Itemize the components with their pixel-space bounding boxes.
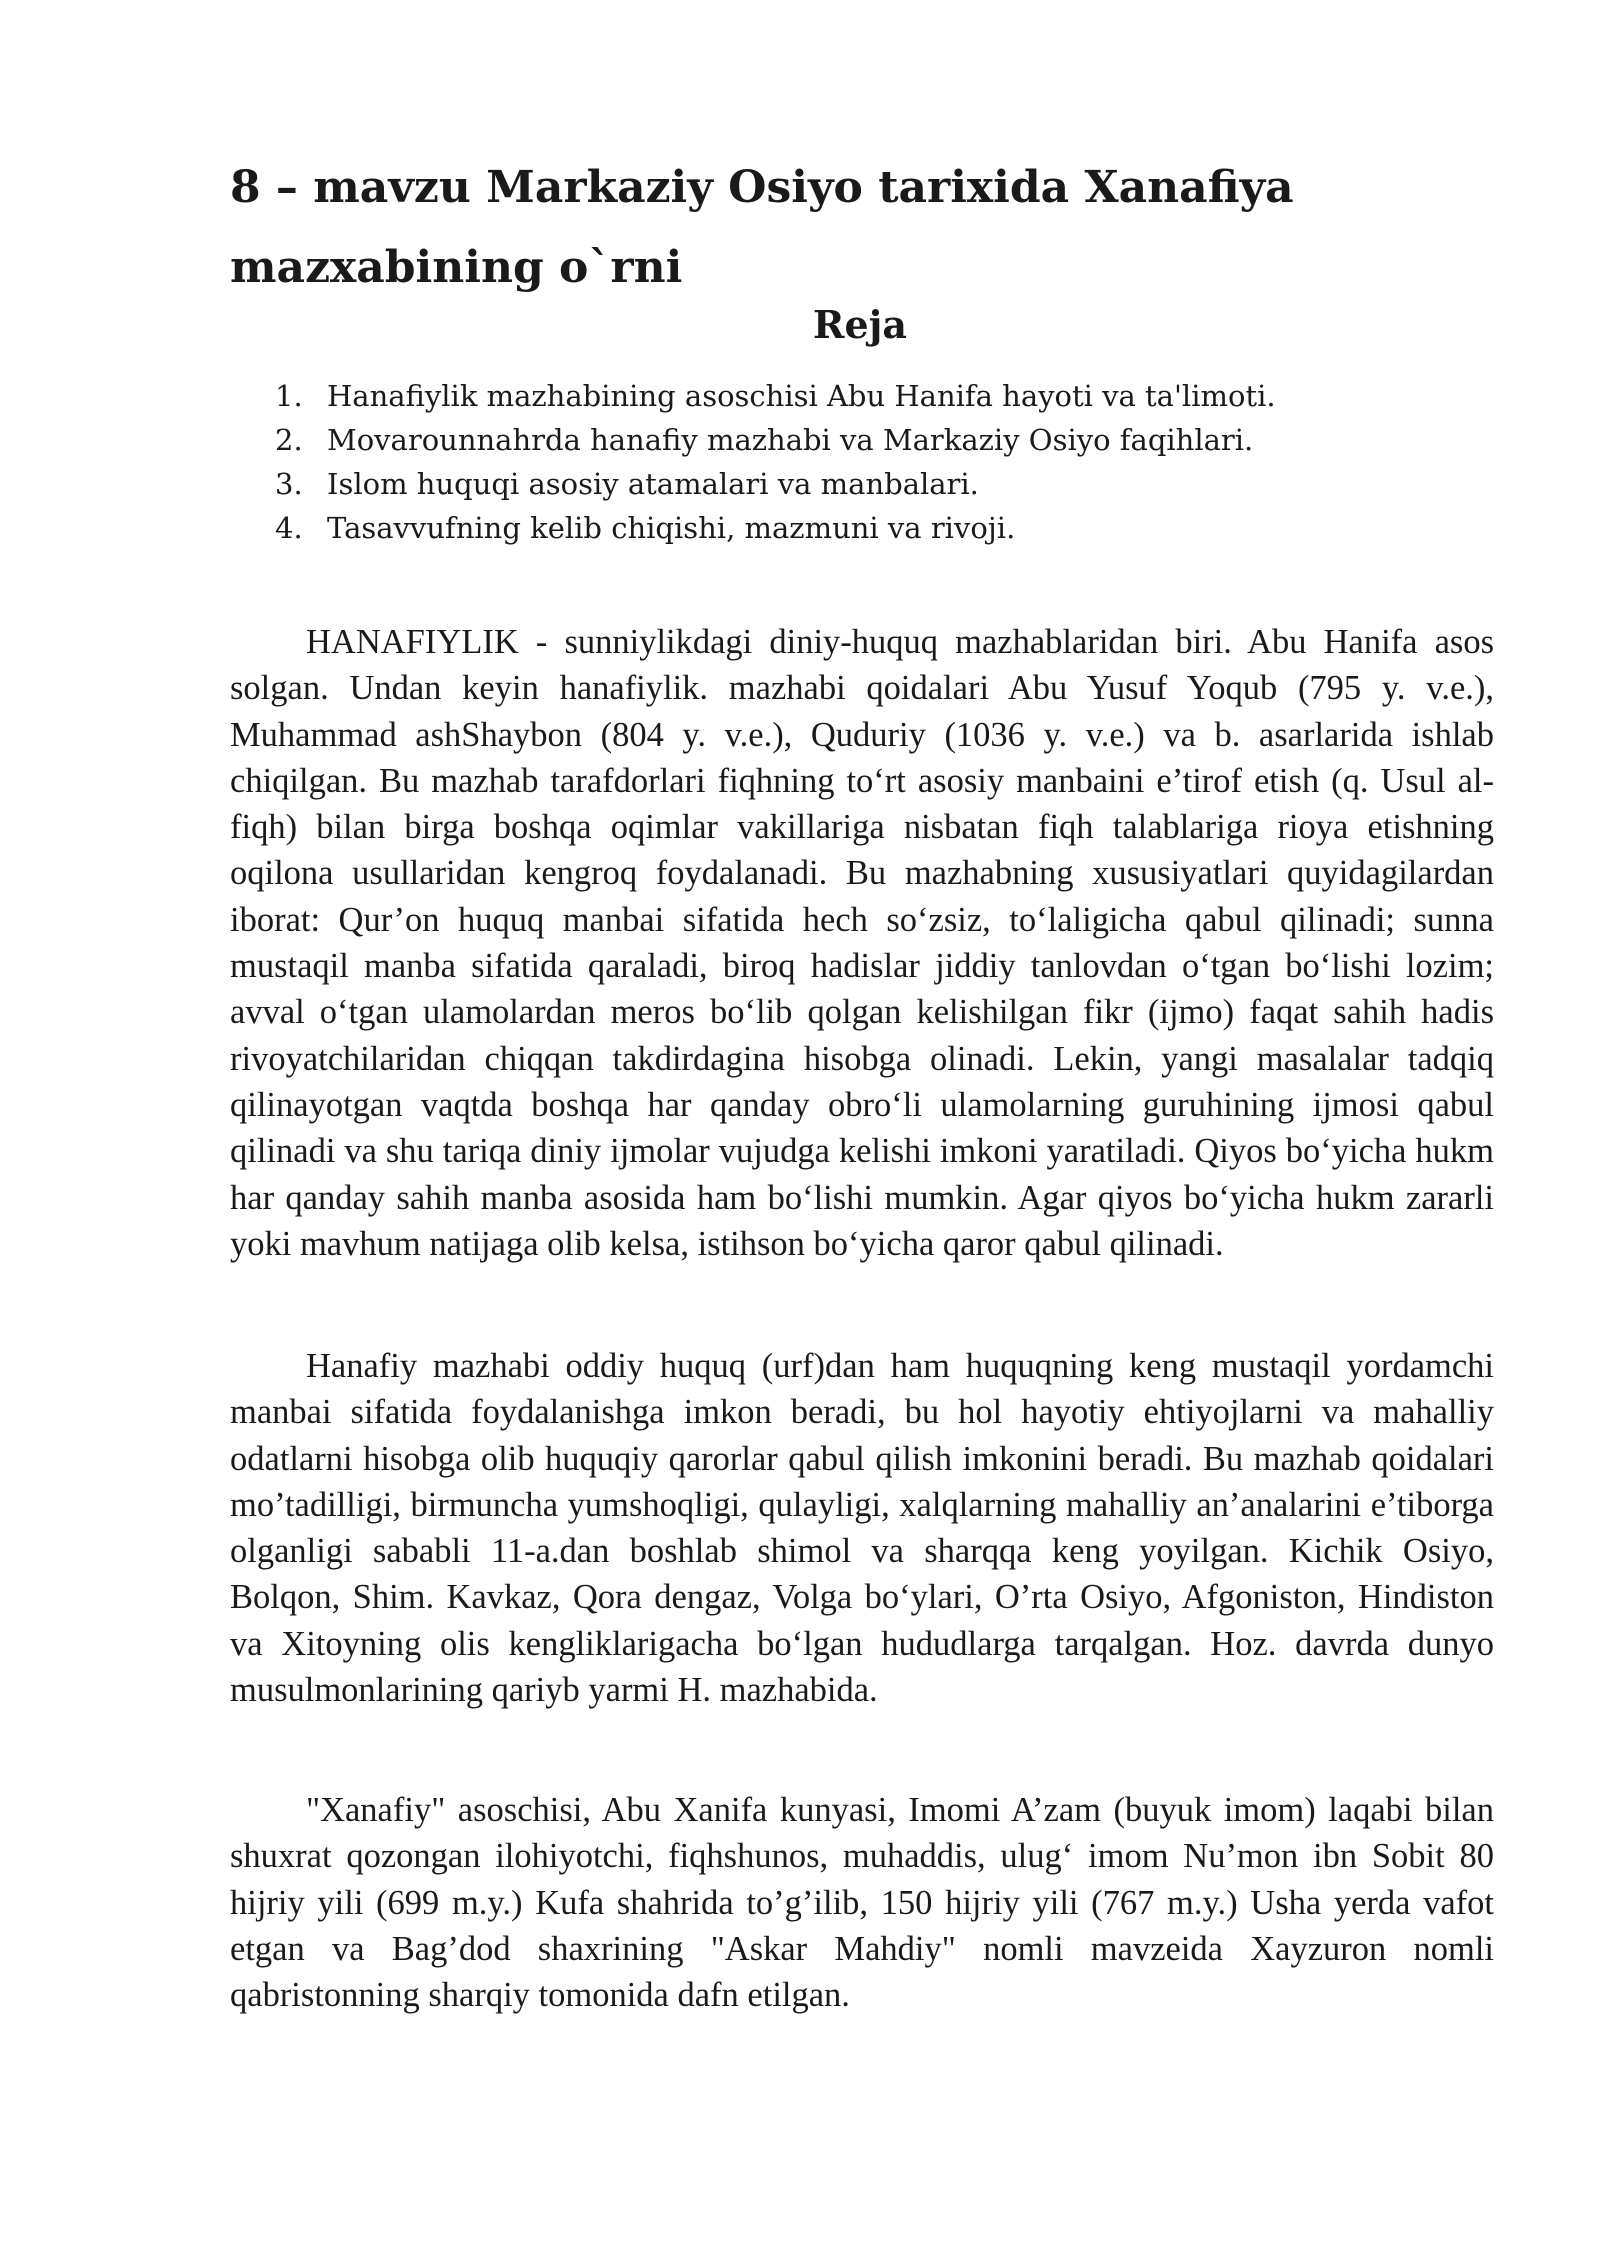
page-title: 8 – mavzu Markaziy Osiyo tarixida Xanafiya mazxabining o`rni <box>230 162 1294 293</box>
plan-item <box>275 418 1475 462</box>
body-paragraph-spread: Hanafiy mazhabi oddiy huquq (urf)dan ham huquqning keng mustaqil yordamchi manbai sifatida foydalanishga imkon beradi, bu hol hayotiy ehtiyojlarni va mahalliy odatlarni hisobga olib huquqiy qarorlar qabul qilish imkonini beradi. Bu mazhab qoidalari mo’tadilligi, birmuncha yumshoqligi, qulayligi, xalqlarning mahalliy an’analarini e’tiborga olganligi sababli 11-a.dan boshlab shimol va sharqqa keng yoyilgan. Kichik Osiyo, Bolqon, Shim. Kavkaz, Qora dengaz, Volga bo‘ylari, O’rta Osiyo, Afgoniston, Hindiston va Xitoyning olis kengliklarigacha bo‘lgan hududlarga tarqalgan. Hoz. davrda dunyo musulmonlarining qariyb yarmi H. mazhabida. <box>230 1347 1494 1710</box>
plan-item-text: Hanafiylik mazhabining asoschisi Abu Hanifa hayoti va ta'limoti. <box>327 379 1276 413</box>
plan-heading: Reja <box>812 302 908 347</box>
plan-item <box>275 462 1475 506</box>
plan-item-number: 1. <box>275 379 303 413</box>
plan-item-text: Movarounnahrda hanafiy mazhabi va Markaziy Osiyo faqihlari. <box>327 423 1254 457</box>
plan-item-text: Islom huquqi asosiy atamalari va manbalari. <box>327 467 979 501</box>
plan-item <box>275 506 1475 550</box>
plan-list <box>275 374 1475 550</box>
plan-item-number: 3. <box>275 467 303 501</box>
plan-item <box>275 374 1475 418</box>
body-paragraph-biography: "Xanafiy" asoschisi, Abu Xanifa kunyasi, Imomi A’zam (buyuk imom) laqabi bilan shuxrat qozongan ilohiyotchi, fiqhshunos, muhaddis, ulug‘ imom Nu’mon ibn Sobit 80 hijriy yili (699 m.y.) Kufa shahrida to’g’ilib, 150 hijriy yili (767 m.y.) Usha yerda vafot etgan va Bag’dod shaxrining "Askar Mahdiy" nomli mavzeida Xayzuron nomli qabristonning sharqiy tomonida dafn etilgan. <box>230 1791 1494 2015</box>
plan-item-text: Tasavvufning kelib chiqishi, mazmuni va rivoji. <box>327 511 1016 545</box>
plan-item-number: 4. <box>275 511 303 545</box>
plan-item-number: 2. <box>275 423 303 457</box>
body-paragraph-hanafiylik: HANAFIYLIK - sunniylikdagi diniy-huquq mazhablaridan biri. Abu Hanifa asos solgan. Undan keyin hanafiylik. mazhabi qoidalari Abu Yusuf Yoqub (795 y. v.e.), Muhammad ashShaybon (804 y. v.e.), Quduriy (1036 y. v.e.) va b. asarlarida ishlab chiqilgan. Bu mazhab tarafdorlari fiqhning to‘rt asosiy manbaini e’tirof etish (q. Usul al-fiqh) bilan birga boshqa oqimlar vakillariga nisbatan fiqh talablariga rioya etishning oqilona usullaridan kengroq foydalanadi. Bu mazhabning xususiyatlari quyidagilardan iborat: Qur’on huquq manbai sifatida hech so‘zsiz, to‘laligicha qabul qilinadi; sunna mustaqil manba sifatida qaraladi, biroq hadislar jiddiy tanlovdan o‘tgan bo‘lishi lozim; avval o‘tgan ulamolardan meros bo‘lib qolgan kelishilgan fikr (ijmo) faqat sahih hadis rivoyatchilaridan chiqqan takdirdagina hisobga olinadi. Lekin, yangi masalalar tadqiq qilinayotgan vaqtda boshqa har qanday obro‘li ulamolarning guruhining ijmosi qabul qilinadi va shu tariqa diniy ijmolar vujudga kelishi imkoni yaratiladi. Qiyos bo‘yicha hukm har qanday sahih manba asosida ham bo‘lishi mumkin. Agar qiyos bo‘yicha hukm zararli yoki mavhum natijaga olib kelsa, istihson bo‘yicha qaror qabul qilinadi. <box>230 623 1494 1263</box>
